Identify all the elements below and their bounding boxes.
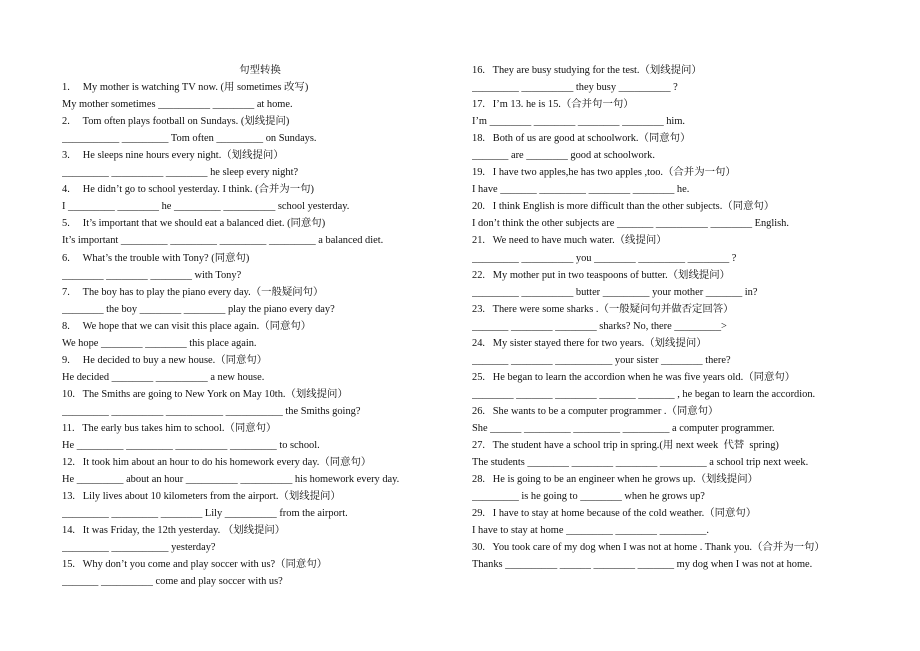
answer-22: _________ __________ butter _________ your mother _______ in? [472,286,758,298]
answer-14: _________ ___________ yesterday? [62,542,216,554]
question-6: 6. What’s the trouble with Tony? (同意句) [62,252,250,264]
question-13: 13. Lily lives about 10 kilometers from the airport.（划线提问） [62,491,341,503]
answer-23: _______ ________ ________ sharks? No, there _________> [472,320,727,332]
question-23: 23. There were some sharks .（一般疑问句并做否定回答） [472,303,734,315]
question-27: 27. The student have a school trip in spring.(用 next week 代替 spring) [472,440,779,452]
question-30: 30. You took care of my dog when I was not at home . Thank you.（合并为一句） [472,542,825,554]
answer-2: ___________ _________ Tom often _________ on Sundays. [62,133,317,145]
question-26: 26. She wants to be a computer programmer .（同意句） [472,405,719,417]
question-7: 7. The boy has to play the piano every day.（一般疑问句） [62,286,324,298]
question-12: 12. It took him about an hour to do his homework every day.（同意句） [62,457,372,469]
answer-7: ________ the boy ________ ________ play the piano every day? [62,303,335,315]
exercise-list-right [472,62,874,573]
answer-4: I _________ ________ he _________ __________ school yesterday. [62,201,350,213]
answer-3: _________ __________ ________ he sleep every night? [62,167,299,179]
answer-10: _________ __________ ___________ ___________ the Smiths going? [62,405,361,417]
question-4: 4. He didn’t go to school yesterday. I think. (合并为一句) [62,184,314,196]
answer-30: Thanks __________ ______ ________ _______ my dog when I was not at home. [472,559,813,571]
answer-16: _________ __________ they busy __________ ? [472,82,678,94]
answer-11: He _________ _________ __________ _________ to school. [62,440,320,452]
question-2: 2. Tom often plays football on Sundays. (划线提问) [62,116,290,128]
answer-15: _______ __________ come and play soccer with us? [62,576,283,588]
question-16: 16. They are busy studying for the test.（划线提问） [472,65,702,76]
question-5: 5. It’s important that we should eat a balanced diet. (同意句) [62,218,326,230]
answer-27: The students ________ ________ ________ _________ a school trip next week. [472,457,809,469]
answer-19: I have _______ _________ ________ ________ he. [472,184,690,196]
question-14: 14. It was Friday, the 12th yesterday. （划线提问） [62,525,286,537]
answer-8: We hope ________ ________ this place again. [62,337,257,349]
question-11: 11. The early bus takes him to school.（同意句） [62,422,277,434]
question-9: 9. He decided to buy a new house.（同意句） [62,354,268,366]
question-8: 8. We hope that we can visit this place again.（同意句） [62,320,312,332]
question-10: 10. The Smiths are going to New York on May 10th.（划线提问） [62,388,348,400]
answer-1: My mother sometimes __________ ________ at home. [62,99,293,111]
answer-6: ________ ________ ________ with Tony? [62,269,242,281]
answer-21: _________ __________ you ________ _________ ________ ? [472,252,737,264]
question-28: 28. He is going to be an engineer when he grows up.（划线提问） [472,474,758,486]
question-17: 17. I’m 13. he is 15.（合并句一句） [472,99,634,111]
question-29: 29. I have to stay at home because of the cold weather.（同意句） [472,508,757,520]
right-column [472,62,874,573]
answer-12: He _________ about an hour __________ __________ his homework every day. [62,474,400,486]
answer-25: ________ _______ ________ _______ _______ , he began to learn the accordion. [472,388,816,400]
question-20: 20. I think English is more difficult than the other subjects.（同意句） [472,201,775,213]
question-24: 24. My sister stayed there for two years.（划线提问） [472,337,707,349]
answer-13: _________ _________ ________ Lily __________ from the airport. [62,508,348,520]
question-21: 21. We need to have much water.（线提问） [472,235,667,247]
answer-26: She ______ _________ _________ _________ a computer programmer. [472,422,775,434]
question-15: 15. Why don’t you come and play soccer with us?（同意句） [62,559,328,571]
answer-20: I don’t think the other subjects are _______ __________ ________ English. [472,218,789,230]
question-22: 22. My mother put in two teaspoons of butter.（划线提问） [472,269,731,281]
question-25: 25. He began to learn the accordion when he was five years old.（同意句） [472,371,796,383]
question-3: 3. He sleeps nine hours every night.（划线提问） [62,150,284,162]
answer-17: I’m ________ ________ ________ ________ him. [472,116,686,128]
question-19: 19. I have two apples,he has two apples ,too.（合并为一句） [472,167,736,179]
answer-9: He decided ________ __________ a new house. [62,371,265,383]
exercise-list-left [62,79,458,590]
worksheet-title: 句型转换 [239,65,281,76]
answer-24: _______ ________ ___________ your sister ________ there? [472,354,731,366]
question-1: 1. My mother is watching TV now. (用 sometimes 改写) [62,82,309,94]
left-column [62,62,458,590]
answer-18: _______ are ________ good at schoolwork. [472,150,655,162]
question-18: 18. Both of us are good at schoolwork.（同意句） [472,133,691,145]
answer-28: _________ is he going to ________ when he grows up? [472,491,705,503]
answer-5: It’s important _________ _________ _________ _________ a balanced diet. [62,235,384,247]
answer-29: I have to stay at home _________ ________ _________. [472,525,709,537]
